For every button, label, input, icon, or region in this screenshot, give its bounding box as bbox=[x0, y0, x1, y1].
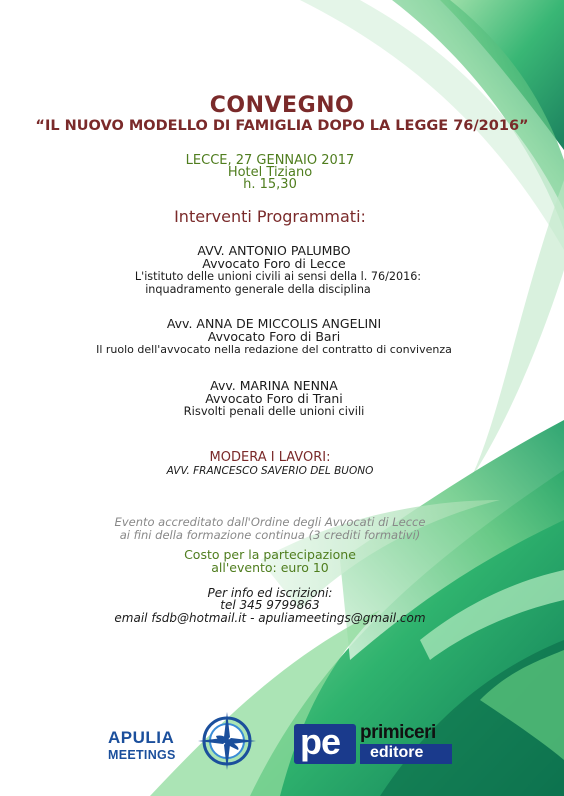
contacts-emails: email fsdb@hotmail.it - apuliameetings@gmail.com bbox=[114, 611, 426, 625]
speaker-2-name: Avv. ANNA DE MICCOLIS ANGELINI bbox=[166, 316, 382, 331]
primiceri-editore-logo bbox=[294, 721, 454, 768]
editore-text: editore bbox=[370, 744, 424, 761]
accreditation-line2: ai fini della formazione continua (3 crediti formativi) bbox=[119, 528, 421, 542]
speaker-1-name: AVV. ANTONIO PALUMBO bbox=[197, 243, 351, 258]
apulia-logo-text-1: APULIA bbox=[108, 728, 175, 747]
speaker-1-topic-line2: inquadramento generale della disciplina bbox=[145, 283, 371, 296]
event-title: CONVEGNO bbox=[209, 93, 355, 118]
cost-line1: Costo per la partecipazione bbox=[184, 547, 356, 562]
pe-mark-text: pe bbox=[300, 721, 341, 762]
event-date: LECCE, 27 GENNAIO 2017 bbox=[185, 153, 355, 168]
accreditation-line1: Evento accreditato dall'Ordine degli Avvocati di Lecce bbox=[114, 515, 426, 529]
contacts-phone: tel 345 9799863 bbox=[220, 598, 320, 612]
speaker-3-name: Avv. MARINA NENNA bbox=[210, 378, 338, 393]
speaker-2-topic-line1: Il ruolo dell'avvocato nella redazione del contratto di convivenza bbox=[96, 343, 452, 356]
editore-badge bbox=[360, 744, 452, 764]
speaker-1-role: Avvocato Foro di Lecce bbox=[202, 256, 346, 271]
apulia-logo-text-2: MEETINGS bbox=[108, 748, 176, 762]
compass-icon bbox=[196, 710, 258, 772]
moderator-name: AVV. FRANCESCO SAVERIO DEL BUONO bbox=[166, 465, 374, 477]
event-subtitle: “IL NUOVO MODELLO DI FAMIGLIA DOPO LA LEGGE 76/2016” bbox=[35, 118, 529, 134]
apulia-meetings-logo bbox=[108, 708, 268, 772]
speaker-2-role: Avvocato Foro di Bari bbox=[207, 329, 341, 344]
pe-mark bbox=[294, 721, 356, 764]
moderator-heading: MODERA I LAVORI: bbox=[209, 450, 331, 465]
speaker-3-topic-line1: Risvolti penali delle unioni civili bbox=[183, 404, 365, 418]
event-venue: Hotel Tiziano bbox=[227, 165, 313, 180]
speaker-3-role: Avvocato Foro di Trani bbox=[205, 391, 343, 406]
cost-line2: all'evento: euro 10 bbox=[211, 560, 329, 575]
contacts-heading: Per info ed iscrizioni: bbox=[207, 586, 333, 600]
primiceri-text: primiceri bbox=[360, 722, 436, 743]
program-heading: Interventi Programmati: bbox=[174, 207, 366, 226]
event-time: h. 15,30 bbox=[243, 177, 297, 192]
speaker-1-topic-line1: L'istituto delle unioni civili ai sensi della l. 76/2016: bbox=[134, 270, 422, 283]
